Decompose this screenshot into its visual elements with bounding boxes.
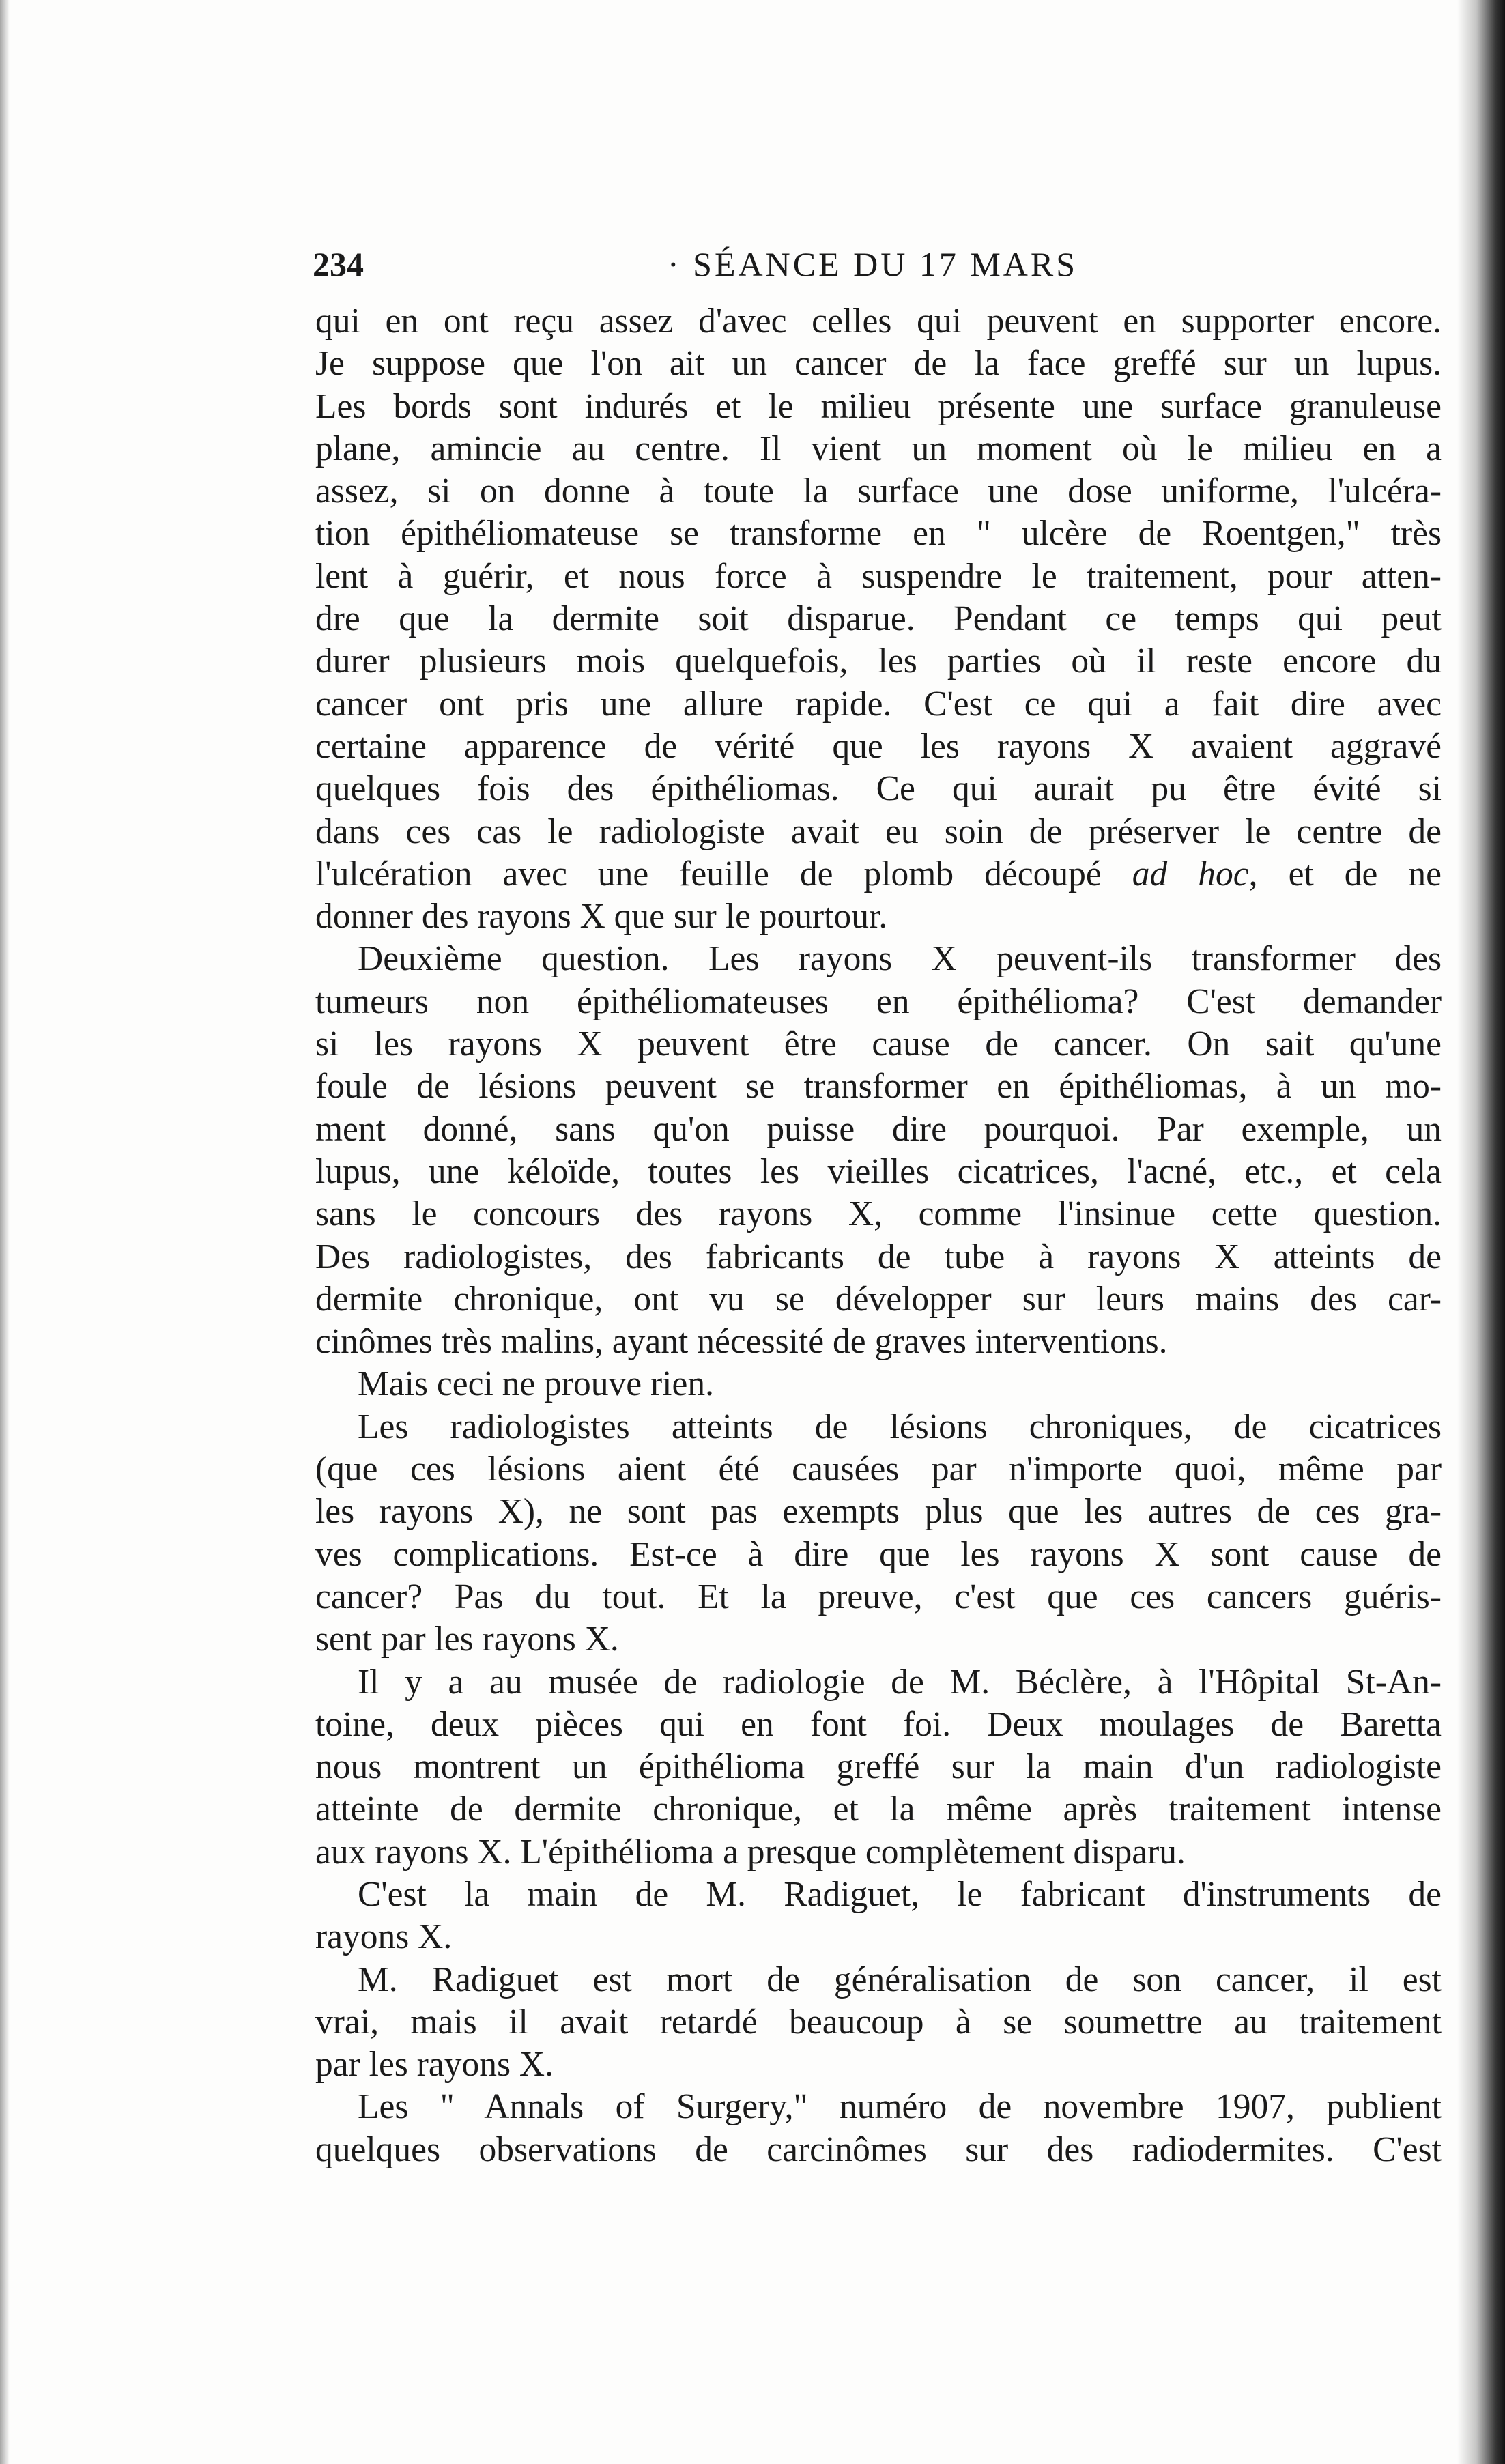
text-line: toine, deux pièces qui en font foi. Deux moulages de Baretta bbox=[315, 1704, 1442, 1744]
text-line: si les rayons X peuvent être cause de cancer. On sait qu'une bbox=[315, 1025, 1442, 1064]
text-line: Je suppose que l'on ait un cancer de la face greffé sur un lupus. bbox=[315, 344, 1442, 384]
running-head: · SÉANCE DU 17 MARS bbox=[668, 245, 1078, 283]
page-edge-shadow-left bbox=[0, 0, 10, 2464]
italic-phrase: ad hoc bbox=[1132, 854, 1249, 893]
text-line: foule de lésions peuvent se transformer en épithéliomas, à un mo- bbox=[315, 1067, 1442, 1106]
text-line: vrai, mais il avait retardé beaucoup à se soumettre au traitement bbox=[315, 2002, 1442, 2042]
text-line: les rayons X), ne sont pas exempts plus que les autres de ces gra- bbox=[315, 1492, 1442, 1532]
text-line: C'est la main de M. Radiguet, le fabricant d'instruments de bbox=[358, 1874, 1442, 1914]
text-line: l'ulcération avec une feuille de plomb découpé ad hoc, et de ne bbox=[315, 854, 1442, 893]
text-line: lent à guérir, et nous force à suspendre le traitement, pour atten- bbox=[315, 556, 1442, 596]
text-line: cancer ont pris une allure rapide. C'est ce qui a fait dire avec bbox=[315, 684, 1442, 724]
text-line: dre que la dermite soit disparue. Pendant ce temps qui peut bbox=[315, 599, 1442, 639]
text-line: certaine apparence de vérité que les rayons X avaient aggravé bbox=[315, 726, 1442, 766]
text-line: lupus, une kéloïde, toutes les vieilles cicatrices, l'acné, etc., et cela bbox=[315, 1151, 1442, 1191]
text-line: quelques fois des épithéliomas. Ce qui aurait pu être évité si bbox=[315, 769, 1442, 809]
text-line: atteinte de dermite chronique, et la même après traitement intense bbox=[315, 1790, 1442, 1829]
page-number: 234 bbox=[313, 245, 364, 283]
text-line: assez, si on donne à toute la surface une dose uniforme, l'ulcéra- bbox=[315, 472, 1442, 511]
text-line: ment donné, sans qu'on puisse dire pourquoi. Par exemple, un bbox=[315, 1109, 1442, 1149]
text-line: dans ces cas le radiologiste avait eu soin de préserver le centre de bbox=[315, 812, 1442, 851]
text-line: sent par les rayons X. bbox=[315, 1620, 619, 1659]
page-header bbox=[313, 240, 1432, 288]
text-line: (que ces lésions aient été causées par n'importe quoi, même par bbox=[315, 1450, 1442, 1489]
page-edge-shadow-right bbox=[1457, 0, 1505, 2464]
text-line: quelques observations de carcinômes sur des radiodermites. C'est bbox=[315, 2130, 1442, 2169]
text-line: sans le concours des rayons X, comme l'insinue cette question. bbox=[315, 1194, 1442, 1234]
text-line: durer plusieurs mois quelquefois, les parties où il reste encore du bbox=[315, 642, 1442, 681]
text-line: donner des rayons X que sur le pourtour. bbox=[315, 897, 888, 936]
text-line: tumeurs non épithéliomateuses en épithélioma? C'est demander bbox=[315, 982, 1442, 1021]
text-line: Mais ceci ne prouve rien. bbox=[358, 1364, 714, 1404]
text-line: ves complications. Est-ce à dire que les rayons X sont cause de bbox=[315, 1534, 1442, 1574]
text-line: rayons X. bbox=[315, 1917, 453, 1957]
text-line: qui en ont reçu assez d'avec celles qui peuvent en supporter encore. bbox=[315, 302, 1442, 341]
text-line: Les bords sont indurés et le milieu présente une surface granuleuse bbox=[315, 386, 1442, 426]
text-line: nous montrent un épithélioma greffé sur la main d'un radiologiste bbox=[315, 1747, 1442, 1787]
text-line: Des radiologistes, des fabricants de tube à rayons X atteints de bbox=[315, 1237, 1442, 1276]
text-line: par les rayons X. bbox=[315, 2045, 554, 2085]
text-line: Les radiologistes atteints de lésions chroniques, de cicatrices bbox=[358, 1407, 1442, 1446]
body-text bbox=[315, 300, 1442, 2171]
text-line: tion épithéliomateuse se transforme en " ulcère de Roentgen," très bbox=[315, 514, 1442, 554]
text-line: Les " Annals of Surgery," numéro de novembre 1907, publient bbox=[358, 2087, 1442, 2127]
text-line: dermite chronique, ont vu se développer sur leurs mains des car- bbox=[315, 1279, 1442, 1319]
text-line: plane, amincie au centre. Il vient un moment où le milieu en a bbox=[315, 429, 1442, 468]
text-line: M. Radiguet est mort de généralisation de son cancer, il est bbox=[358, 1960, 1442, 1999]
text-line: cancer? Pas du tout. Et la preuve, c'est que ces cancers guéris- bbox=[315, 1577, 1442, 1616]
text-line: Deuxième question. Les rayons X peuvent-ils transformer des bbox=[358, 939, 1442, 979]
text-line: aux rayons X. L'épithélioma a presque complètement disparu. bbox=[315, 1832, 1186, 1872]
text-line: Il y a au musée de radiologie de M. Béclère, à l'Hôpital St-An- bbox=[358, 1662, 1442, 1702]
text-line: cinômes très malins, ayant nécessité de graves interventions. bbox=[315, 1322, 1168, 1362]
